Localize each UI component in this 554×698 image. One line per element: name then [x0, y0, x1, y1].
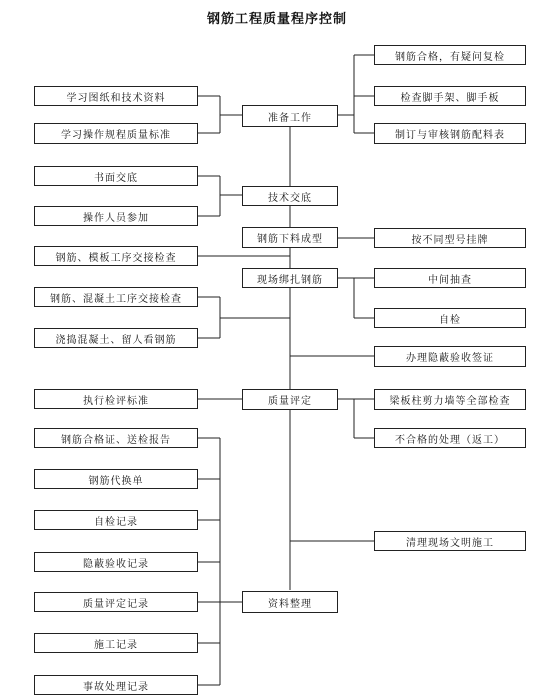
box-buhege-chuli: 不合格的处理（返工）: [374, 428, 526, 448]
box-jishu-jiaodi: 技术交底: [242, 186, 338, 206]
box-xuexi-guicheng: 学习操作规程质量标准: [34, 123, 198, 144]
box-record: 自检记录: [34, 510, 198, 530]
box-yinbi-yanshou: 办理隐蔽验收签证: [374, 346, 526, 367]
box-record: 钢筋代换单: [34, 469, 198, 489]
box-shumian-jiaodi: 书面交底: [34, 166, 198, 186]
box-record: 钢筋合格证、送检报告: [34, 428, 198, 448]
box-xuexi-tuzhi: 学习图纸和技术资料: [34, 86, 198, 106]
box-anbutong-guapai: 按不同型号挂牌: [374, 228, 526, 248]
box-hege-fujian: 钢筋合格，有疑问复检: [374, 45, 526, 65]
box-moban-jiaojie: 钢筋、模板工序交接检查: [34, 246, 198, 266]
box-gangjin-xialiao: 钢筋下料成型: [242, 227, 338, 248]
box-record: 质量评定记录: [34, 592, 198, 612]
box-jiaozhu-kan-gangjin: 浇捣混凝土、留人看钢筋: [34, 328, 198, 348]
box-ziliao-zhengli: 资料整理: [242, 591, 338, 613]
box-zhiliang-pingding: 质量评定: [242, 389, 338, 410]
box-jiancha-jiaoshoujia: 检查脚手架、脚手板: [374, 86, 526, 106]
page-title: 钢筋工程质量程序控制: [206, 12, 347, 27]
box-qingli-xianchang: 清理现场文明施工: [374, 531, 526, 551]
box-zijian: 自检: [374, 308, 526, 328]
box-zhunbei-gongzuo: 准备工作: [242, 105, 338, 127]
box-zhongjian-choucha: 中间抽查: [374, 268, 526, 288]
box-zhiding-peiliao: 制订与审核钢筋配料表: [374, 123, 526, 144]
box-record: 施工记录: [34, 633, 198, 653]
box-record: 事故处理记录: [34, 675, 198, 695]
box-xianchang-bangzha: 现场绑扎钢筋: [242, 268, 338, 288]
box-quanbu-jiancha: 梁板柱剪力墙等全部检查: [374, 389, 526, 410]
box-hunningtu-jiaojie: 钢筋、混凝土工序交接检查: [34, 287, 198, 307]
box-zhixing-biaozhun: 执行检评标准: [34, 389, 198, 409]
box-caozuo-renyuan: 操作人员参加: [34, 206, 198, 226]
box-record: 隐蔽验收记录: [34, 552, 198, 572]
